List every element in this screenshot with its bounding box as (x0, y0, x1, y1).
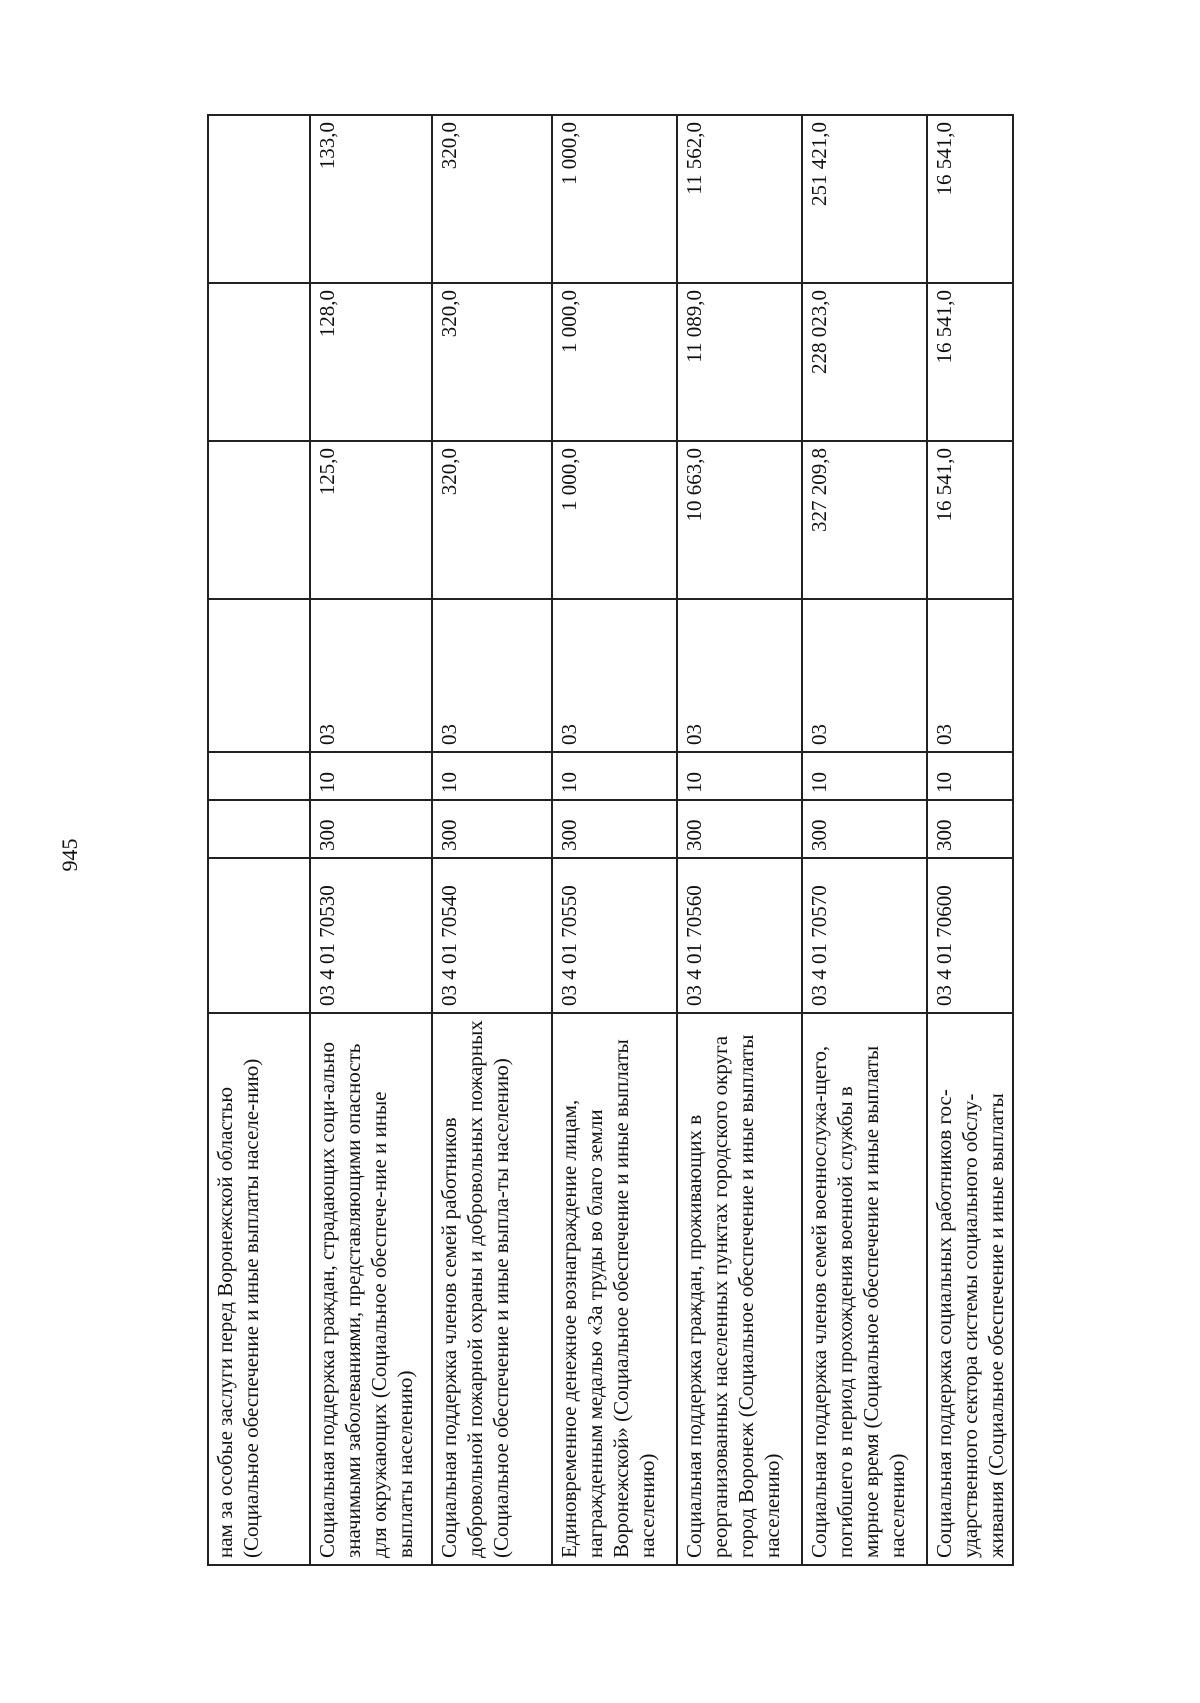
row-subsection: 03 (927, 599, 1013, 752)
row-subsection: 03 (677, 599, 802, 752)
row-value-2 (208, 283, 310, 441)
row-code (208, 858, 310, 1013)
row-name: Социальная поддержка членов семей работников добровольной пожарной охраны и добровольных пожарных (Социальное обеспечение и иные выпла-ты населению) (432, 1013, 552, 1565)
row-section (208, 752, 310, 800)
row-value-1: 125,0 (310, 441, 432, 599)
row-group: 300 (432, 800, 552, 858)
row-subsection: 03 (552, 599, 677, 752)
row-value-2: 1 000,0 (552, 283, 677, 441)
table-row (677, 115, 802, 1565)
row-value-2: 320,0 (432, 283, 552, 441)
row-group: 300 (310, 800, 432, 858)
row-value-2: 11 089,0 (677, 283, 802, 441)
table-row (310, 115, 432, 1565)
row-value-2: 228 023,0 (802, 283, 927, 441)
row-group: 300 (802, 800, 927, 858)
row-code: 03 4 01 70530 (310, 858, 432, 1013)
row-value-3 (208, 115, 310, 283)
row-code: 03 4 01 70600 (927, 858, 1013, 1013)
table-row (208, 115, 310, 1565)
row-code: 03 4 01 70540 (432, 858, 552, 1013)
row-value-2: 16 541,0 (927, 283, 1013, 441)
row-value-3: 133,0 (310, 115, 432, 283)
row-subsection (208, 599, 310, 752)
row-section: 10 (927, 752, 1013, 800)
row-value-3: 320,0 (432, 115, 552, 283)
row-value-1: 327 209,8 (802, 441, 927, 599)
row-group (208, 800, 310, 858)
budget-table (207, 114, 1014, 1566)
row-group: 300 (677, 800, 802, 858)
row-code: 03 4 01 70550 (552, 858, 677, 1013)
page-number: 945 (57, 838, 82, 872)
row-subsection: 03 (802, 599, 927, 752)
row-section: 10 (432, 752, 552, 800)
row-section: 10 (802, 752, 927, 800)
row-value-3: 11 562,0 (677, 115, 802, 283)
row-value-3: 251 421,0 (802, 115, 927, 283)
row-value-1 (208, 441, 310, 599)
row-value-2: 128,0 (310, 283, 432, 441)
row-value-3: 1 000,0 (552, 115, 677, 283)
row-group: 300 (927, 800, 1013, 858)
row-name: нам за особые заслуги перед Воронежской областью (Социальное обеспечение и иные выплаты населе-нию) (208, 1013, 310, 1565)
row-subsection: 03 (310, 599, 432, 752)
row-name: Социальная поддержка граждан, проживающих в реорганизованных населенных пунктах городского округа город Воронеж (Социальное обеспечение и иные выплаты населению) (677, 1013, 802, 1565)
row-code: 03 4 01 70570 (802, 858, 927, 1013)
table-row (432, 115, 552, 1565)
row-value-1: 1 000,0 (552, 441, 677, 599)
row-name: Социальная поддержка членов семей военнослужа-щего, погибшего в период прохождения военной службы в мирное время (Социальное обеспечение и иные выплаты населению) (802, 1013, 927, 1565)
row-section: 10 (552, 752, 677, 800)
row-code: 03 4 01 70560 (677, 858, 802, 1013)
row-value-1: 16 541,0 (927, 441, 1013, 599)
row-name: Социальная поддержка граждан, страдающих соци-ально значимыми заболеваниями, представляющими опасность для окружающих (Социальное обеспече-ние и иные выплаты населению) (310, 1013, 432, 1565)
row-value-3: 16 541,0 (927, 115, 1013, 283)
row-subsection: 03 (432, 599, 552, 752)
row-group: 300 (552, 800, 677, 858)
row-value-1: 10 663,0 (677, 441, 802, 599)
row-name: Социальная поддержка социальных работников гос-ударственного сектора системы социального обслу-живания (Социальное обеспечение и иные выплаты (927, 1013, 1013, 1565)
row-name: Единовременное денежное вознаграждение лицам, награжденным медалью «За труды во благо земли Воронежской» (Социальное обеспечение и иные выплаты населению) (552, 1013, 677, 1565)
table-row (927, 115, 1013, 1565)
table-row (802, 115, 927, 1565)
row-section: 10 (677, 752, 802, 800)
row-section: 10 (310, 752, 432, 800)
row-value-1: 320,0 (432, 441, 552, 599)
table-row (552, 115, 677, 1565)
rotated-table-wrapper (207, 116, 1008, 1566)
